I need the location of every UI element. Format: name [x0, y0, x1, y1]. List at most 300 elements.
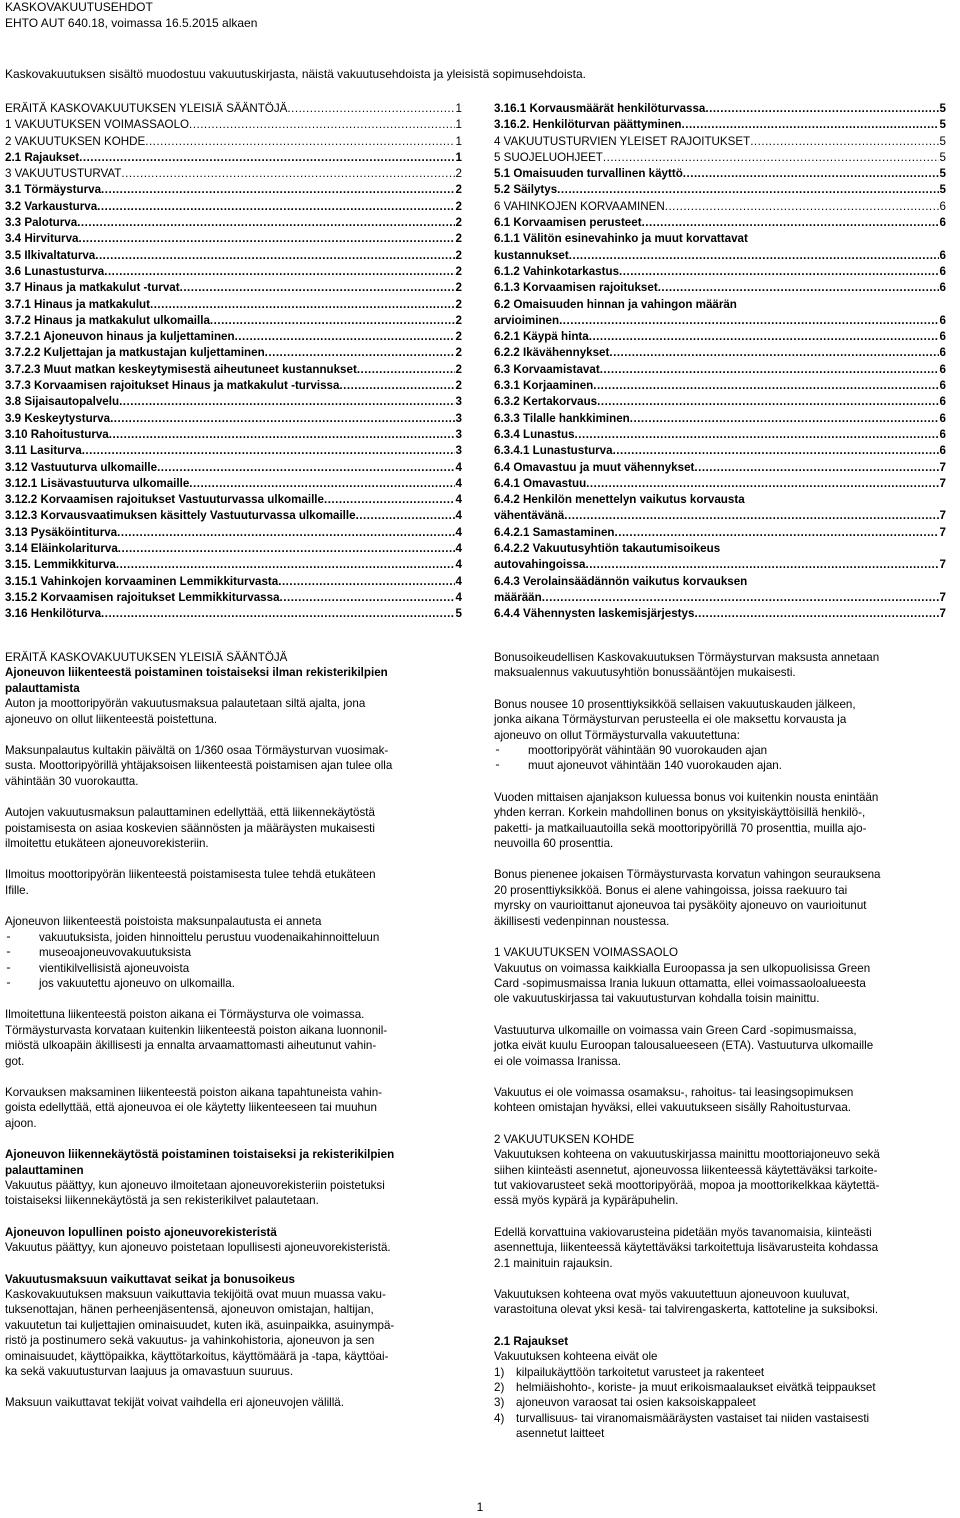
toc-dot-leader	[750, 134, 938, 150]
toc-entry[interactable]	[5, 476, 462, 492]
text-line: Edellä korvattuina vakiovarusteina pidetään myös tavanomaisia, kiinteästi	[494, 1225, 872, 1239]
list-item	[5, 945, 468, 960]
text-line: Bonus pienenee jokaisen Törmäysturvasta korvatun vahingon seurauksena	[494, 868, 881, 882]
toc-entry-page: 6	[939, 346, 946, 360]
list-intro: Ajoneuvon liikenteestä poistoista maksunpalautusta ei anneta	[5, 915, 322, 929]
toc-entry[interactable]	[494, 329, 946, 345]
toc-dot-leader	[101, 182, 455, 198]
text-line: poistamisesta on asiaa koskevien säännösten ja määräysten mukaisesti	[5, 821, 375, 835]
toc-entry-page: 4	[455, 493, 462, 507]
toc-dot-leader	[658, 280, 939, 296]
text-line: toistaiseksi liikennekäytöstä ja sen rekisterikilvet palautetaan.	[5, 1194, 319, 1208]
toc-entry-title: 6.1.2 Vahinkotarkastus	[494, 264, 620, 278]
toc-entry-page: 5	[939, 134, 946, 148]
toc-entry-page: 2	[455, 313, 462, 327]
toc-entry-title: 3.7.2.2 Kuljettajan ja matkustajan kuljettaminen	[5, 346, 265, 360]
paragraph	[494, 650, 960, 681]
text-line: ilmoitettu etukäteen ajoneuvorekisteriin.	[5, 837, 209, 851]
list-item-text: jos vakuutettu ajoneuvo on ulkomailla.	[39, 976, 235, 990]
toc-entry[interactable]	[494, 280, 946, 296]
toc-entry-page: 5	[939, 167, 946, 181]
text-line: Korvauksen maksaminen liikenteestä poiston aikana tapahtuneista vahin-	[5, 1085, 383, 1099]
toc-entry[interactable]	[5, 508, 462, 524]
toc-entry[interactable]	[5, 492, 462, 508]
toc-entry[interactable]	[494, 443, 946, 459]
toc-entry[interactable]	[494, 557, 946, 573]
toc-entry-title: arvioiminen	[494, 313, 560, 327]
list-number	[494, 1426, 516, 1441]
list-item	[494, 758, 960, 773]
list-item-text: ajoneuvon varaosat tai osien kaksoiskappaleet	[516, 1396, 756, 1410]
toc-dot-leader	[79, 150, 454, 166]
toc-entry[interactable]	[494, 199, 946, 215]
list-item-text: helmiäishohto-, koriste- ja muut erikoismaalaukset eivätkä teippaukset	[516, 1381, 876, 1395]
toc-entry-title: määrään	[494, 590, 542, 604]
toc-entry-title: 3.7.2.1 Ajoneuvon hinaus ja kuljettaminen	[5, 330, 235, 344]
toc-entry[interactable]	[5, 443, 462, 459]
toc-entry-title: 6.1.1 Välitön esinevahinko ja muut korvattavat	[494, 232, 748, 246]
toc-entry-title: 3.12.1 Lisävastuuturva ulkomaille	[5, 476, 190, 490]
list-item-text: muut ajoneuvot vähintään 140 vuorokauden ajan.	[528, 759, 782, 773]
toc-entry[interactable]	[494, 574, 946, 590]
paragraph	[494, 697, 960, 743]
body-column-right	[494, 650, 960, 1458]
text-line: Auton ja moottoripyörän vakuutusmaksua palautetaan siltä ajalta, jona	[5, 697, 366, 711]
toc-entry[interactable]	[5, 525, 462, 541]
toc-entry-title: 6.4.2.2 Vakuutusyhtiön takautumisoikeus	[494, 542, 721, 556]
document-title: KASKOVAKUUTUSEHDOT	[5, 0, 153, 14]
toc-entry-page: 2	[455, 281, 462, 295]
toc-entry[interactable]	[494, 378, 946, 394]
toc-entry-title: 3.8 Sijaisautopalvelu	[5, 395, 120, 409]
toc-entry-page: 5	[939, 183, 946, 197]
toc-entry-title: 3.15.2 Korvaamisen rajoitukset Lemmikkiturvassa	[5, 590, 280, 604]
toc-entry[interactable]	[5, 101, 462, 117]
toc-entry[interactable]	[494, 117, 946, 133]
toc-dot-leader	[119, 394, 454, 410]
toc-entry-title: 6.4.1 Omavastuu	[494, 476, 587, 490]
toc-entry-page: 4	[455, 574, 462, 588]
text-line: Autojen vakuutusmaksun palauttaminen edellyttää, että liikennekäytöstä	[5, 806, 375, 820]
toc-entry-title: 3.10 Rahoitusturva	[5, 427, 109, 441]
toc-entry-title: 3.16.1 Korvausmäärät henkilöturvassa	[494, 102, 706, 115]
toc-entry[interactable]	[5, 215, 462, 231]
toc-entry[interactable]	[494, 606, 946, 622]
toc-dot-leader	[101, 606, 455, 622]
text-line: Kaskovakuutuksen maksuun vaikuttavia tekijöitä ovat muun muassa vaku-	[5, 1288, 386, 1301]
paragraph	[494, 1225, 960, 1271]
toc-entry-page: 4	[455, 476, 462, 490]
toc-dot-leader	[77, 215, 454, 231]
toc-entry-title: vähentävänä	[494, 509, 565, 523]
paragraph	[494, 1287, 960, 1318]
toc-dot-leader	[82, 443, 455, 459]
numbered-list-item	[494, 1380, 960, 1395]
toc-entry-title: 1 VAKUUTUKSEN VOIMASSAOLO	[5, 118, 190, 132]
text-line: Maksuun vaikuttavat tekijät voivat vaihdella eri ajoneuvojen välillä.	[5, 1396, 344, 1410]
toc-entry-title: 6.2 Omaisuuden hinnan ja vahingon määrän	[494, 297, 737, 311]
toc-dot-leader	[630, 411, 939, 427]
toc-dot-leader	[117, 525, 454, 541]
toc-entry[interactable]	[5, 150, 462, 166]
toc-entry[interactable]	[5, 590, 462, 606]
toc-entry[interactable]	[5, 248, 462, 264]
toc-dot-leader	[642, 215, 939, 231]
toc-entry-title: 3.15.1 Vahinkojen korvaaminen Lemmikkiturvasta	[5, 574, 279, 588]
toc-entry[interactable]	[494, 362, 946, 378]
toc-dot-leader	[603, 150, 939, 166]
paragraph	[5, 1395, 468, 1410]
toc-entry-page: 5	[939, 102, 946, 115]
toc-entry[interactable]	[494, 264, 946, 280]
toc-entry-title: 3.16 Henkilöturva	[5, 607, 102, 621]
toc-entry-title: 6.2.2 Ikävähennykset	[494, 346, 610, 360]
toc-entry[interactable]	[494, 166, 946, 182]
toc-dot-leader	[682, 117, 939, 133]
paragraph	[5, 867, 468, 898]
toc-dot-leader	[150, 297, 455, 313]
toc-entry-title: 3.4 Hirviturva	[5, 232, 79, 246]
toc-entry-page: 4	[455, 558, 462, 572]
text-line: myrsky on vaurioittanut ajoneuvoa tai pysäköity ajoneuvo on vaurioitunut	[494, 899, 867, 913]
text-line: neuvoilla 60 prosenttia.	[494, 837, 614, 851]
toc-dot-leader	[615, 525, 939, 541]
paragraph	[494, 867, 960, 929]
toc-entry-title: 3.12.3 Korvausvaatimuksen käsittely Vastuuturvassa ulkomaille	[5, 509, 356, 523]
text-line: ajoneuvo on ollut Törmäysturvalla vakuutettuna:	[494, 728, 740, 742]
text-line: ei ole voimassa Iranissa.	[494, 1054, 621, 1068]
paragraph	[5, 1007, 468, 1069]
text-line: siihen kiinteästi asennetut, ajoneuvossa liikenteessä käytettäväksi tarkoite-	[494, 1163, 878, 1177]
dash-bullet: -	[5, 946, 12, 960]
toc-dot-leader	[287, 101, 454, 117]
text-line: palauttaminen	[5, 1163, 84, 1177]
toc-entry-page: 5	[939, 118, 946, 132]
toc-entry[interactable]	[5, 460, 462, 476]
toc-entry-page: 2	[455, 183, 462, 197]
dash-bullet: -	[5, 976, 12, 990]
toc-dot-leader	[575, 427, 939, 443]
toc-entry-title: 6 VAHINKOJEN KORVAAMINEN	[494, 199, 665, 213]
toc-entry[interactable]	[5, 411, 462, 427]
toc-entry[interactable]	[494, 541, 946, 557]
toc-entry-title: 4 VAKUUTUSTURVIEN YLEISET RAJOITUKSET	[494, 134, 751, 148]
toc-dot-leader	[542, 590, 939, 606]
toc-dot-leader	[116, 557, 455, 573]
toc-entry[interactable]	[494, 427, 946, 443]
toc-entry[interactable]	[494, 525, 946, 541]
toc-entry[interactable]	[5, 541, 462, 557]
toc-dot-leader	[121, 166, 454, 182]
dash-bullet: -	[494, 759, 501, 773]
toc-entry[interactable]	[5, 199, 462, 215]
toc-dot-leader	[189, 476, 454, 492]
toc-entry-title: 3.14 Eläinkolariturva	[5, 542, 118, 556]
text-line: ka sekä vakuutusturvan laajuus ja omavastuun suuruus.	[5, 1365, 294, 1379]
text-line: Ajoneuvon liikenteestä poistaminen toistaiseksi ilman rekisterikilpien	[5, 666, 388, 680]
toc-entry[interactable]	[494, 101, 946, 117]
toc-entry-page: 3	[455, 444, 462, 458]
toc-dot-leader	[597, 394, 938, 410]
toc-entry-page: 7	[939, 509, 946, 523]
toc-entry-page: 7	[939, 525, 946, 539]
toc-entry[interactable]	[494, 150, 946, 166]
dash-bullet: -	[5, 930, 12, 944]
toc-entry[interactable]	[494, 345, 946, 361]
toc-entry-title: 3.13 Pysäköintiturva	[5, 525, 118, 539]
subsection-heading	[5, 1147, 468, 1178]
list-item-text: kilpailukäyttöön tarkoitetut varusteet ja rakenteet	[516, 1365, 765, 1379]
text-line: tut vakiovarusteet sekä moottoripyörää, mopoa ja moottorikelkkaa käytettä-	[494, 1178, 880, 1192]
toc-entry-title: 3.7.2 Hinaus ja matkakulut ulkomailla	[5, 313, 210, 327]
toc-entry[interactable]	[5, 313, 462, 329]
paragraph	[5, 805, 468, 851]
toc-entry-title: 6.3.3 Tilalle hankkiminen	[494, 411, 630, 425]
toc-entry-title: 6.3.2 Kertakorvaus	[494, 395, 598, 409]
toc-entry-page: 5	[455, 607, 462, 621]
toc-entry[interactable]	[494, 215, 946, 231]
toc-entry[interactable]	[5, 182, 462, 198]
toc-entry-title: 5 SUOJELUOHJEET	[494, 150, 603, 164]
toc-dot-leader	[585, 557, 938, 573]
toc-entry-page: 7	[939, 607, 946, 621]
list-intro: Vakuutuksen kohteena eivät ole	[494, 1350, 658, 1364]
toc-dot-leader	[357, 362, 455, 378]
toc-dot-leader	[694, 460, 938, 476]
toc-entry-page: 4	[455, 460, 462, 474]
text-line: ole vakuutuskirjassa tai vakuutusturvan kohdalla toisin mainittu.	[494, 992, 820, 1006]
toc-entry[interactable]	[5, 345, 462, 361]
toc-entry-title: 6.3.4.1 Lunastusturva	[494, 444, 613, 458]
dash-list	[494, 743, 960, 774]
text-line: 20 prosenttiyksikköä. Bonus ei alene vahingoissa, joissa raekuuro tai	[494, 883, 848, 897]
toc-entry-page: 2	[455, 232, 462, 246]
toc-dot-leader	[694, 606, 938, 622]
text-line: Ilmoitettuna liikenteestä poiston aikana ei Törmäysturva ole voimassa.	[5, 1008, 365, 1022]
text-line: essä myös kypärä ja kypäräpuhelin.	[494, 1194, 679, 1208]
toc-entry[interactable]	[494, 231, 946, 247]
toc-dot-leader	[110, 411, 454, 427]
toc-entry-page: 6	[939, 362, 946, 376]
toc-dot-leader	[109, 427, 455, 443]
toc-entry-page: 6	[939, 427, 946, 441]
toc-entry[interactable]	[5, 557, 462, 573]
list-item-text: moottoripyörät vähintään 90 vuorokauden ajan	[528, 744, 768, 758]
toc-entry[interactable]	[494, 508, 946, 524]
toc-entry[interactable]	[494, 297, 946, 313]
toc-dot-leader	[609, 345, 938, 361]
toc-entry-page: 7	[939, 558, 946, 572]
text-line: jotka eivät kuulu Euroopan talousalueeseen (ETA). Vastuuturva ulkomaille	[494, 1039, 874, 1053]
toc-entry-page: 5	[939, 150, 946, 164]
text-line: susta. Moottoripyörillä yhtäjaksoisen liikenteestä poistamisen ajan tulee olla	[5, 759, 393, 773]
toc-dot-leader	[705, 101, 938, 117]
text-line: goista edellyttää, että ajoneuvoa ei ole käytetty liikenteeseen tai muuhun	[5, 1101, 377, 1115]
toc-dot-leader	[339, 378, 454, 394]
toc-entry-title: 2.1 Rajaukset	[5, 150, 80, 164]
list-number: 4)	[494, 1411, 505, 1425]
toc-entry[interactable]	[494, 476, 946, 492]
intro-text: Kaskovakuutuksen sisältö muodostuu vakuutuskirjasta, näistä vakuutusehdoista ja yleisistä sopimusehdoista.	[5, 67, 586, 81]
text-line: Ajoneuvon liikennekäytöstä poistaminen toistaiseksi ja rekisterikilpien	[5, 1148, 395, 1162]
paragraph	[494, 1085, 960, 1116]
toc-entry-title: 3.3 Paloturva	[5, 216, 78, 230]
text-line: Vakuutus päättyy, kun ajoneuvo ilmoitetaan ajoneuvorekisteriin poistetuksi	[5, 1178, 385, 1192]
toc-entry[interactable]	[494, 492, 946, 508]
toc-dot-leader	[665, 199, 939, 215]
text-line: ajoon.	[5, 1116, 37, 1130]
toc-entry[interactable]	[5, 166, 462, 182]
text-line: ominaisuudet, käyttöpaikka, käyttötarkoitus, käyttömäärä ja -tapa, käyttöai-	[5, 1349, 389, 1363]
toc-entry-page	[945, 574, 946, 590]
toc-entry-page: 6	[939, 199, 946, 213]
toc-dot-leader	[265, 345, 455, 361]
toc-dot-leader	[564, 508, 938, 524]
toc-entry-page: 2	[455, 379, 462, 393]
paragraph	[494, 1023, 960, 1069]
toc-entry[interactable]	[5, 394, 462, 410]
list-item-text: vientikilvellisistä ajoneuvoista	[39, 961, 190, 975]
dash-list-block	[5, 914, 468, 991]
text-line: Bonusoikeudellisen Kaskovakuutuksen Törmäysturvan maksusta annetaan	[494, 651, 880, 664]
subsection-heading: 2.1 Rajaukset	[494, 1334, 569, 1348]
toc-dot-leader	[180, 280, 455, 296]
toc-dot-leader	[97, 199, 454, 215]
toc-entry-title: 2 VAKUUTUKSEN KOHDE	[5, 134, 146, 148]
toc-entry-title: 6.4.2 Henkilön menettelyn vaikutus korvausta	[494, 493, 745, 507]
text-line: Vastuuturva ulkomaille on voimassa vain Green Card -sopimusmaissa,	[494, 1023, 857, 1037]
toc-entry[interactable]	[5, 606, 462, 622]
toc-entry-page: 3	[455, 395, 462, 409]
toc-dot-leader	[619, 264, 939, 280]
toc-dot-leader	[95, 248, 454, 264]
toc-dot-leader	[157, 460, 454, 476]
toc-entry-page: 6	[939, 411, 946, 425]
toc-entry[interactable]	[5, 574, 462, 590]
toc-entry[interactable]	[5, 280, 462, 296]
body-column-left	[5, 650, 468, 1427]
list-item	[5, 930, 468, 945]
toc-dot-leader	[235, 329, 455, 345]
toc-entry-title: 5.2 Säilytys	[494, 183, 558, 197]
text-line: äkillisesti vedenpinnan noustessa.	[494, 914, 670, 928]
paragraph	[494, 790, 960, 852]
toc-entry[interactable]	[494, 394, 946, 410]
toc-entry-title: ERÄITÄ KASKOVAKUUTUKSEN YLEISIÄ SÄÄNTÖJÄ	[5, 102, 288, 115]
toc-dot-leader	[118, 541, 455, 557]
toc-entry-title: 3.1 Törmäysturva	[5, 183, 102, 197]
toc-entry-page: 3	[455, 427, 462, 441]
text-line: jonka aikana Törmäysturvan perusteella ei ole maksettu korvausta ja	[494, 713, 847, 727]
toc-dot-leader	[104, 264, 454, 280]
toc-entry-title: 6.4.3 Verolainsäädännön vaikutus korvauksen	[494, 574, 748, 588]
toc-entry[interactable]	[494, 182, 946, 198]
text-line: Bonus nousee 10 prosenttiyksikköä sellaisen vakuutuskauden jälkeen,	[494, 697, 856, 711]
paragraph	[5, 1178, 468, 1209]
page-number: 1	[476, 1500, 484, 1514]
text-line: palauttamista	[5, 681, 80, 695]
toc-entry[interactable]	[494, 460, 946, 476]
toc-entry[interactable]	[5, 117, 462, 133]
toc-entry[interactable]	[494, 313, 946, 329]
toc-entry-title: 6.1 Korvaamisen perusteet	[494, 216, 642, 230]
toc-entry[interactable]	[494, 411, 946, 427]
toc-entry-title: 3.7 Hinaus ja matkakulut -turvat	[5, 281, 180, 295]
document-header	[5, 0, 257, 31]
toc-dot-leader	[280, 590, 455, 606]
toc-entry-title: 5.1 Omaisuuden turvallinen käyttö	[494, 167, 683, 181]
toc-entry-title: 3.7.2.3 Muut matkan keskeytymisestä aiheutuneet kustannukset	[5, 362, 357, 376]
text-line: Vakuutus on voimassa kaikkialla Euroopassa ja sen ulkopuolisissa Green	[494, 961, 871, 975]
toc-dot-leader	[586, 476, 938, 492]
toc-entry-page	[945, 541, 946, 557]
text-line: Vakuutuksen kohteena ovat myös vakuutettuun ajoneuvoon kuuluvat,	[494, 1288, 850, 1301]
toc-entry-page: 7	[939, 590, 946, 604]
toc-entry[interactable]	[494, 590, 946, 606]
toc-entry[interactable]	[5, 378, 462, 394]
toc-dot-leader	[356, 508, 455, 524]
toc-dot-leader	[613, 443, 939, 459]
text-line: Ifille.	[5, 883, 29, 897]
toc-entry[interactable]	[5, 134, 462, 150]
toc-dot-leader	[145, 134, 454, 150]
toc-entry[interactable]	[5, 231, 462, 247]
toc-entry-page: 2	[455, 346, 462, 360]
toc-entry-page: 4	[455, 542, 462, 556]
toc-dot-leader	[745, 492, 945, 508]
toc-entry-page: 2	[455, 167, 462, 181]
toc-dot-leader	[278, 574, 454, 590]
toc-entry[interactable]	[5, 427, 462, 443]
section-title: 2 VAKUUTUKSEN KOHDE	[494, 1132, 635, 1146]
toc-dot-leader	[78, 231, 454, 247]
toc-entry-title: 3.15. Lemmikkiturva	[5, 558, 116, 572]
toc-entry-page: 6	[939, 216, 946, 230]
toc-dot-leader	[210, 313, 455, 329]
toc-entry[interactable]	[494, 248, 946, 264]
toc-entry[interactable]	[5, 297, 462, 313]
toc-entry-page	[945, 231, 946, 247]
text-line: Vakuutusmaksuun vaikuttavat seikat ja bonusoikeus	[5, 1272, 295, 1286]
toc-entry-title: 3.11 Lasiturva	[5, 444, 82, 458]
toc-entry-page: 4	[455, 590, 462, 604]
toc-entry-page: 1	[455, 118, 462, 132]
paragraph	[5, 696, 468, 727]
toc-entry-title: 3.12.2 Korvaamisen rajoitukset Vastuuturvassa ulkomaille	[5, 493, 324, 507]
toc-dot-leader	[747, 574, 945, 590]
text-line: tuksenottajan, hänen perheenjäsentensä, ajoneuvon omistajan, haltijan,	[5, 1303, 374, 1317]
toc-entry-title: 3.12 Vastuuturva ulkomaille	[5, 460, 158, 474]
toc-entry[interactable]	[494, 134, 946, 150]
list-item-text: asennetut laitteet	[516, 1427, 605, 1441]
toc-entry-title: 6.4 Omavastuu ja muut vähennykset	[494, 460, 695, 474]
section-title: ERÄITÄ KASKOVAKUUTUKSEN YLEISIÄ SÄÄNTÖJÄ	[5, 651, 288, 664]
toc-entry-title: 6.1.3 Korvaamisen rajoitukset	[494, 281, 658, 295]
text-line: miöstä ulkoapäin äkillisesti ja ennalta arvaamattomasti aiheutunut vahin-	[5, 1039, 377, 1053]
subsection-heading	[5, 1272, 468, 1287]
toc-entry-page: 6	[939, 444, 946, 458]
numbered-list-item	[494, 1365, 960, 1380]
toc-entry-title: 6.3.1 Korjaaminen	[494, 379, 594, 393]
subsection-heading	[5, 665, 468, 696]
list-item	[494, 743, 960, 758]
toc-entry[interactable]	[5, 264, 462, 280]
toc-entry-page: 4	[455, 525, 462, 539]
toc-entry-page: 4	[455, 509, 462, 523]
toc-entry-page: 1	[455, 102, 462, 115]
toc-entry[interactable]	[5, 362, 462, 378]
toc-entry[interactable]	[5, 329, 462, 345]
